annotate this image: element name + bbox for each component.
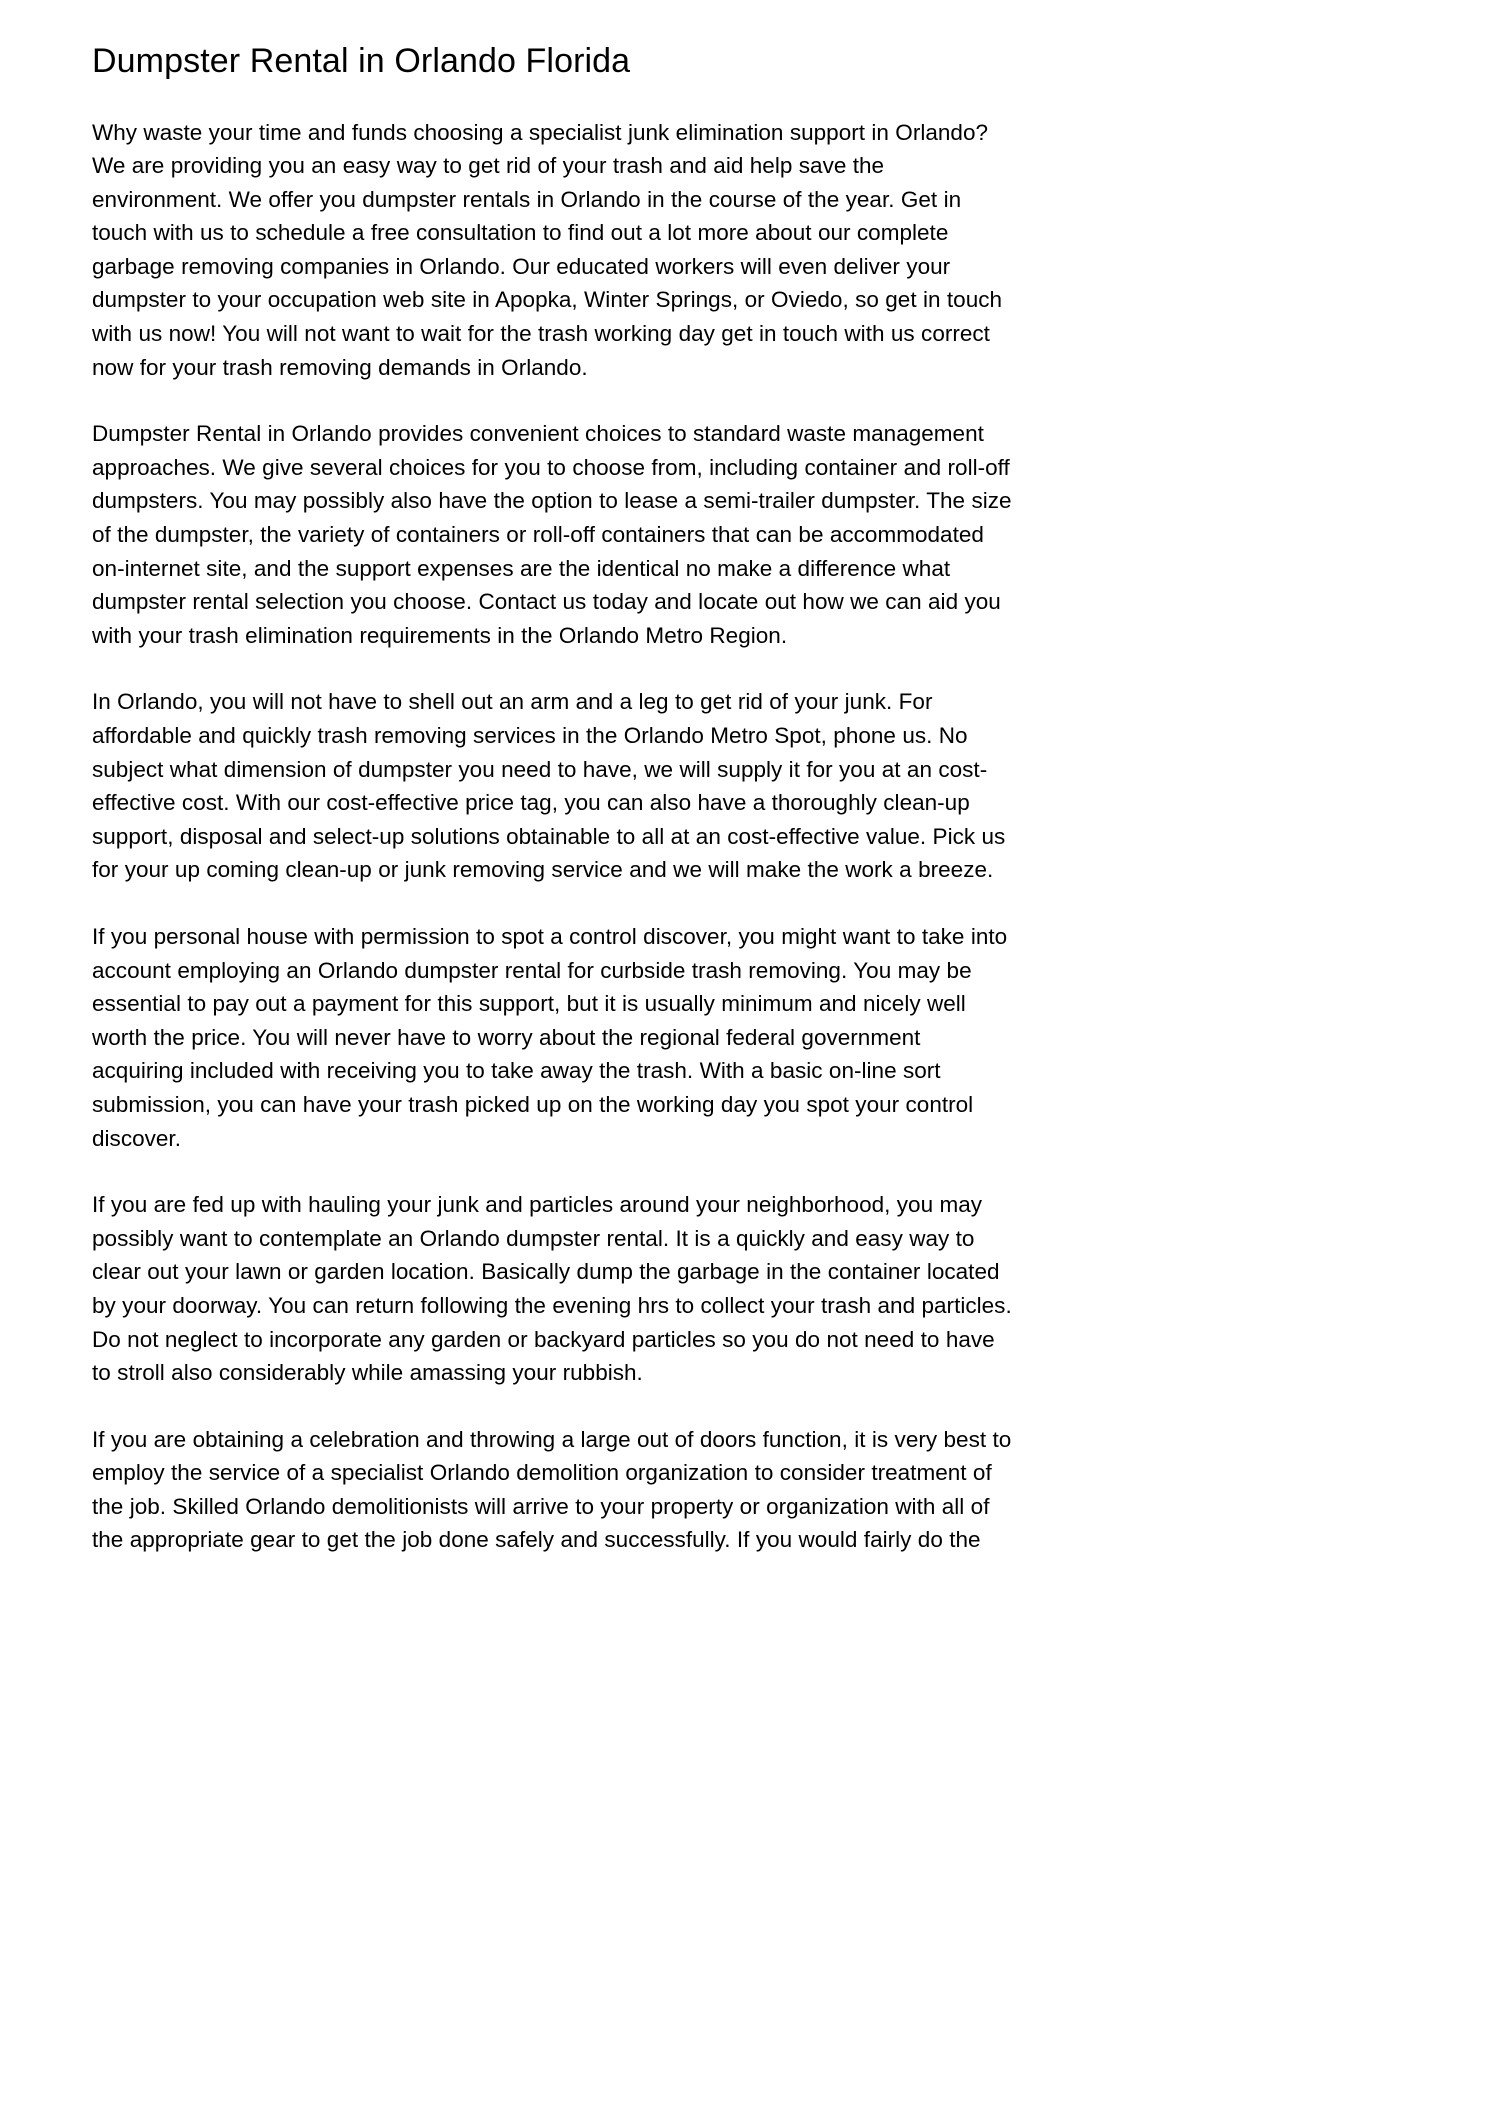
paragraph-1: Why waste your time and funds choosing a specialist junk elimination support in Orlando? We are providing you an easy way to get rid of your trash and aid help save the environment. We offer you dumpster rentals in Orlando in the course of the year. Get in touch with us to schedule a free consultation to find out a lot more about our complete garbage removing companies in Orlando. Our educated workers will even deliver your dumpster to your occupation web site in Apopka, Winter Springs, or Oviedo, so get in touch with us now! You will not want to wait for the trash working day get in touch with us correct now for your trash removing demands in Orlando. bbox=[92, 119, 1003, 380]
document-content bbox=[92, 40, 1017, 1557]
page-title: Dumpster Rental in Orlando Florida bbox=[92, 42, 631, 80]
paragraph-6: If you are obtaining a celebration and throwing a large out of doors function, it is very best to employ the service of a specialist Orlando demolition organization to consider treatment of the job. Skilled Orlando demolitionists will arrive to your property or organization with all of the appropriate gear to get the job done safely and successfully. If you would fairly do the bbox=[92, 1426, 1012, 1553]
paragraph-4: If you personal house with permission to spot a control discover, you might want to take into account employing an Orlando dumpster rental for curbside trash removing. You may be essential to pay out a payment for this support, but it is usually minimum and nicely well worth the price. You will never have to worry about the regional federal government acquiring included with receiving you to take away the trash. With a basic on-line sort submission, you can have your trash picked up on the working day you spot your control discover. bbox=[92, 923, 1008, 1151]
paragraph-3: In Orlando, you will not have to shell out an arm and a leg to get rid of your junk. For affordable and quickly trash removing services in the Orlando Metro Spot, phone us. No subject what dimension of dumpster you need to have, we will supply it for you at an cost-effective cost. With our cost-effective price tag, you can also have a thoroughly clean-up support, disposal and select-up solutions obtainable to all at an cost-effective value. Pick us for your up coming clean-up or junk removing service and we will make the work a breeze. bbox=[92, 689, 1006, 883]
title-spacer bbox=[92, 84, 1017, 116]
paragraph-spacer bbox=[92, 1155, 1017, 1188]
paragraph-spacer bbox=[92, 652, 1017, 685]
paragraph-spacer bbox=[92, 1390, 1017, 1423]
paragraph-5: If you are fed up with hauling your junk and particles around your neighborhood, you may possibly want to contemplate an Orlando dumpster rental. It is a quickly and easy way to clear out your lawn or garden location. Basically dump the garbage in the container located by your doorway. You can return following the evening hrs to collect your trash and particles. Do not neglect to incorporate any garden or backyard particles so you do not need to have to stroll also considerably while amassing your rubbish. bbox=[92, 1192, 1012, 1386]
paragraph-2: Dumpster Rental in Orlando provides convenient choices to standard waste management approaches. We give several choices for you to choose from, including container and roll-off dumpsters. You may possibly also have the option to lease a semi-trailer dumpster. The size of the dumpster, the variety of containers or roll-off containers that can be accommodated on-internet site, and the support expenses are the identical no make a difference what dumpster rental selection you choose. Contact us today and locate out how we can aid you with your trash elimination requirements in the Orlando Metro Region. bbox=[92, 421, 1012, 648]
paragraph-spacer bbox=[92, 887, 1017, 920]
paragraph-spacer bbox=[92, 384, 1017, 417]
